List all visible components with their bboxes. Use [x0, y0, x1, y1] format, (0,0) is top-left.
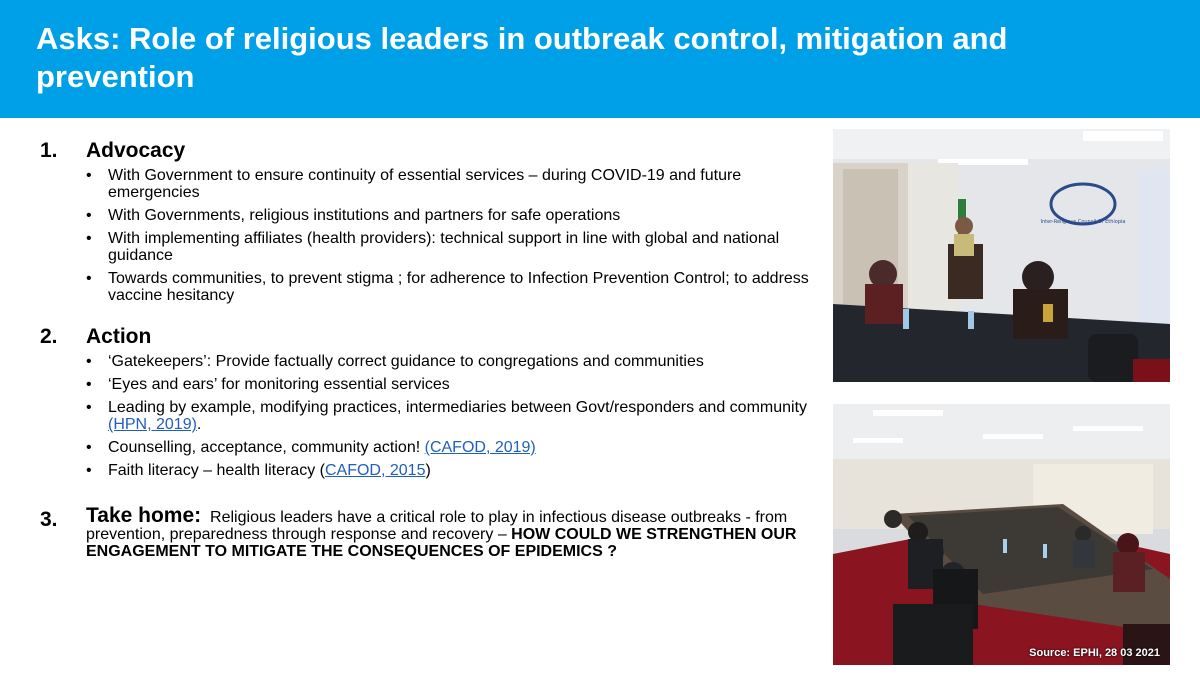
list-item: • With implementing affiliates (health providers): technical support in line with global and national guidance: [86, 230, 780, 264]
section-advocacy: [40, 138, 820, 304]
list-item: • ‘Gatekeepers’: Provide factually correct guidance to congregations and communities: [86, 353, 704, 370]
section-heading: Action: [86, 325, 152, 348]
section-heading: Take home:: [86, 504, 202, 527]
council-sign: Inter-Religious Council Of Ethiopia: [1040, 219, 1126, 225]
photo-source-caption: Source: EPHI, 28 03 2021: [1029, 647, 1160, 659]
reference-link-hpn-2019[interactable]: (HPN, 2019): [108, 416, 197, 433]
slide-title: Asks: Role of religious leaders in outbreak control, mitigation and prevention: [36, 21, 1008, 94]
reference-link-cafod-2019[interactable]: (CAFOD, 2019): [424, 439, 536, 456]
list-item: • With Governments, religious institutions and partners for safe operations: [86, 207, 621, 224]
title-banner: [0, 0, 1200, 118]
list-item: • Faith literacy – health literacy (CAFOD, 2015): [86, 462, 431, 479]
list-item: • Towards communities, to prevent stigma ; for adherence to Infection Prevention Control; to address vaccine hesitancy: [86, 270, 809, 304]
section-take-home: [40, 504, 820, 560]
list-item: • Leading by example, modifying practices, intermediaries between Govt/responders and community (HPN, 2019).: [86, 399, 808, 433]
section-number: 2.: [40, 325, 58, 348]
bullet-list: [40, 353, 820, 479]
section-action: [40, 324, 820, 479]
slide-content: [40, 138, 820, 560]
section-number: 3.: [40, 508, 58, 531]
list-item: • Counselling, acceptance, community action! (CAFOD, 2019): [86, 439, 536, 456]
take-home-body: Religious leaders have a critical role to play in infectious disease outbreaks - from prevention, preparedness through response and recovery –: [86, 509, 788, 543]
photo-meeting-podium: [833, 129, 1170, 382]
take-home-emphasis: HOW COULD WE STRENGTHEN OUR ENGAGEMENT TO MITIGATE THE CONSEQUENCES OF EPIDEMICS ?: [86, 526, 797, 560]
list-item: • With Government to ensure continuity of essential services – during COVID-19 and future emergencies: [86, 167, 742, 201]
list-item: • ‘Eyes and ears’ for monitoring essential services: [86, 376, 450, 393]
section-number: 1.: [40, 139, 58, 162]
photo-conference-table: [833, 404, 1170, 665]
take-home-text: [86, 504, 820, 560]
section-heading: Advocacy: [86, 139, 186, 162]
reference-link-cafod-2015[interactable]: CAFOD, 2015: [324, 462, 426, 479]
bullet-list: [40, 167, 820, 304]
